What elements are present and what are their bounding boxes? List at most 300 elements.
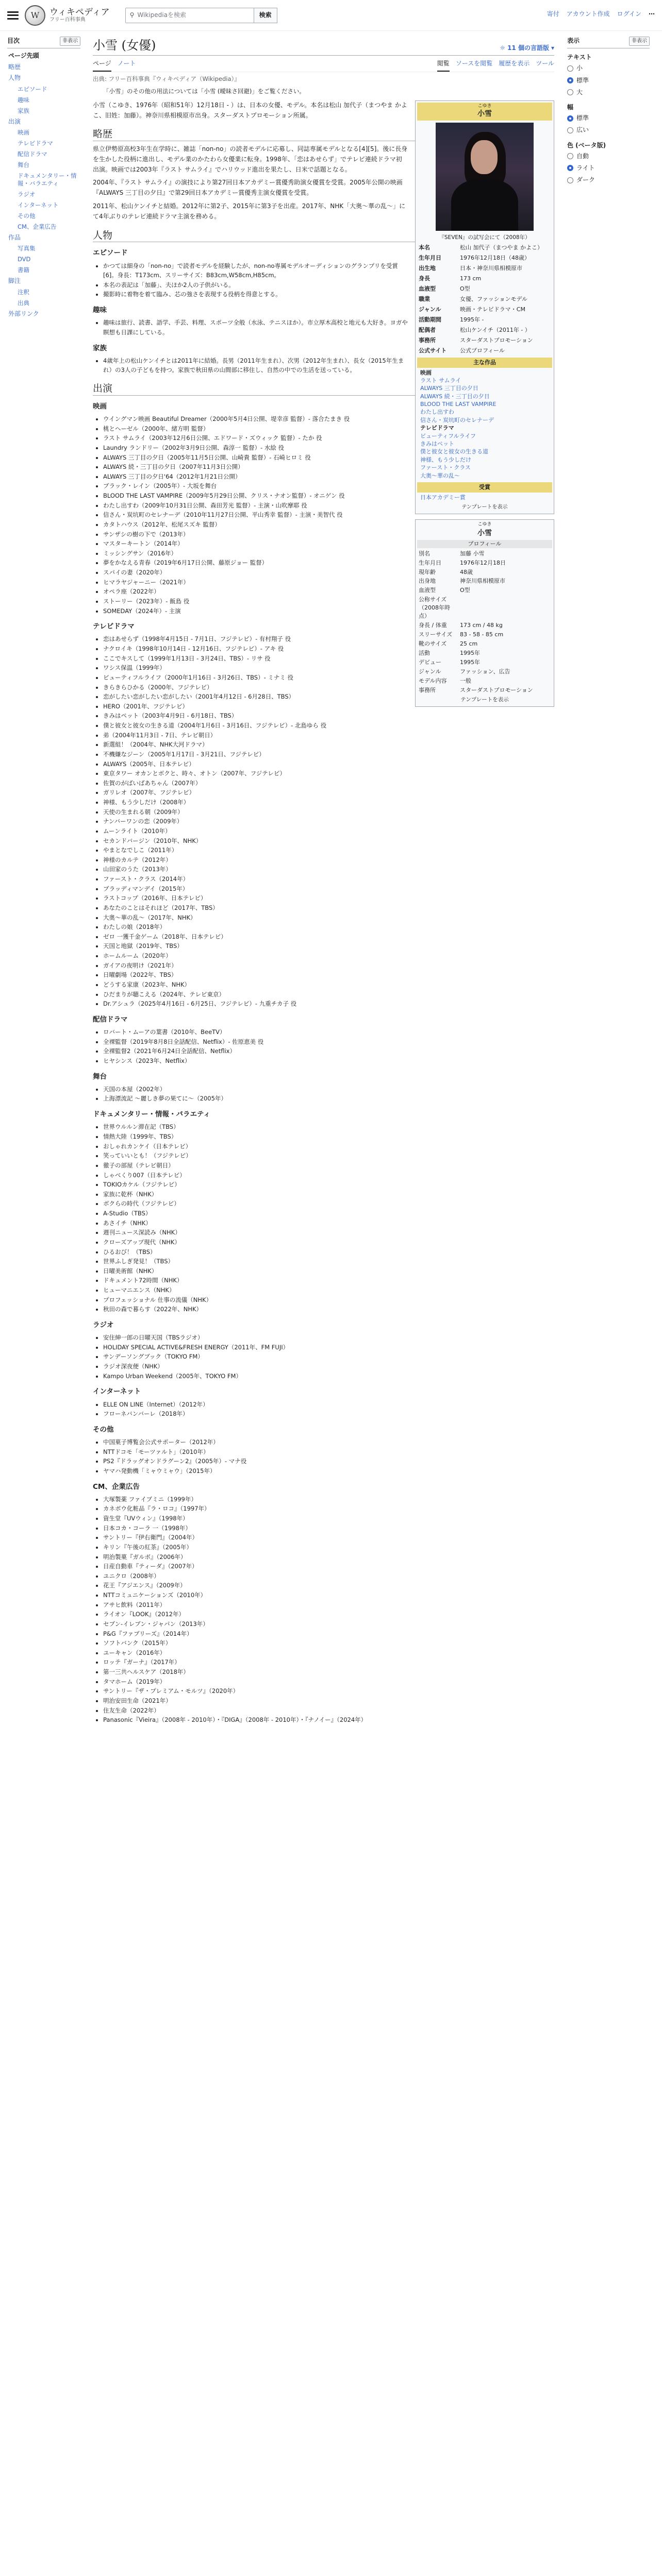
radio-item[interactable]: • ラジオ深夜便（NHK）	[103, 1362, 554, 1371]
works-film-item[interactable]: ALWAYS 三丁目の夕日	[420, 385, 478, 392]
tab-right-3[interactable]: ツール	[536, 59, 554, 67]
section-cm: CM、企業広告	[93, 1482, 140, 1491]
cm-item[interactable]: • Panasonic『Vieira』（2008年 - 2010年）・『DIGA』（2008年 - 2010年）・『ナノイー』（2024年）	[103, 1715, 554, 1725]
works-film-item[interactable]: ラスト サムライ	[420, 377, 461, 384]
infobox-row	[417, 294, 552, 304]
chevron-down-icon: ▾	[551, 44, 554, 52]
radio-button[interactable]	[567, 165, 573, 171]
profile-key: スリーサイズ	[419, 631, 453, 638]
profile-row	[417, 649, 552, 658]
radio-button[interactable]	[567, 77, 573, 83]
tv-item[interactable]: • 大奥〜華の乱〜（2017年、NHK）	[103, 913, 554, 923]
episode-item[interactable]: • 本名の表記は「加藤」、夫ほか2人の子供がいる。	[103, 280, 554, 290]
toc-item[interactable]: 舞台	[18, 161, 29, 169]
photo-caption: 『SEVEN』の試写会にて（2008年）	[439, 234, 531, 241]
cm-item[interactable]: • サントリー『伊右衛門』（2004年）	[103, 1533, 554, 1543]
profile-row	[417, 577, 552, 586]
stage-item[interactable]: • 天国の本屋（2002年）	[103, 1084, 554, 1094]
stage-item[interactable]: • 上海漂流記 〜麗しき夢の果てに〜（2005年）	[103, 1094, 554, 1104]
tv-item[interactable]: • 神様、もう少しだけ（2008年）	[103, 798, 554, 807]
works-film-item[interactable]: 信さん・炭坑町のセレナーデ	[420, 416, 494, 423]
toc-item[interactable]: エピソード	[18, 85, 47, 93]
infobox-value: 女優、ファッションモデル	[460, 295, 528, 302]
radio-button[interactable]	[567, 177, 573, 183]
infobox-row	[417, 243, 552, 253]
profile-key: 別名	[419, 550, 430, 557]
episode-item[interactable]: • 撮影時に着物を着て臨み、芯の強さを表現する役柄を得意とする。	[103, 290, 554, 299]
profile-key: 事務所	[419, 686, 436, 693]
infobox-value: 公式プロフィール	[460, 347, 505, 354]
profile-row	[417, 549, 552, 558]
tv-item[interactable]: • ビューティフルライフ（2000年1月16日 - 3月26日、TBS）- ミナミ 役	[103, 673, 554, 683]
works-film-label: 映画	[420, 369, 432, 376]
section-other: その他	[93, 1425, 114, 1434]
login-link[interactable]: ログイン	[617, 10, 641, 18]
cm-item[interactable]: • タマホーム（2019年）	[103, 1677, 554, 1687]
tv-item[interactable]: • 山田家のうた（2013年）	[103, 865, 554, 874]
profile-value: 1995年	[460, 649, 480, 656]
documentary-item[interactable]: • おしゃれカンケイ（日本テレビ）	[103, 1142, 554, 1151]
toc-item[interactable]: 略歴	[8, 63, 21, 71]
section-history: 略歴	[93, 128, 554, 141]
toc-item[interactable]: 出演	[8, 117, 21, 125]
streaming-item[interactable]: • 全裸監督（2019年8月8日全話配信、Netflix）- 佐原恵美 役	[103, 1037, 554, 1047]
cm-item[interactable]: • 大塚製薬 ファイブミニ（1999年）	[103, 1495, 554, 1504]
radio-button[interactable]	[567, 65, 573, 72]
tv-item[interactable]: • やまとなでしこ（2011年）	[103, 845, 554, 855]
color-label: 色 (ベータ版)	[567, 141, 606, 149]
documentary-item[interactable]: • 日曜美術館（NHK）	[103, 1266, 554, 1276]
radio-button[interactable]	[567, 127, 573, 133]
documentary-item[interactable]: • 世界ウルルン滞在記（TBS）	[103, 1122, 554, 1132]
documentary-item[interactable]: • ドキュメント72時間（NHK）	[103, 1276, 554, 1285]
wikipedia-globe-icon: W	[25, 5, 45, 26]
option-color[interactable]	[567, 174, 650, 186]
profile-value: 48歳	[460, 568, 473, 575]
other-item[interactable]: • NTTドコモ「モーツァルト」（2010年）	[103, 1447, 554, 1457]
tv-item[interactable]: • 恋はあせらず（1998年4月15日 - 7月1日、フジテレビ）- 有村翔子 役	[103, 634, 554, 644]
profile-value: ファッション、広告	[460, 668, 510, 675]
internet-list	[93, 1400, 554, 1419]
appearance-hide-button[interactable]: 非表示	[629, 37, 650, 46]
works-tv-label: テレビドラマ	[420, 425, 454, 432]
infobox-value: O型	[460, 285, 470, 293]
profile-key: 出身地	[419, 578, 436, 585]
tab-right-1[interactable]: ソースを閲覧	[455, 59, 493, 67]
profile-heading: プロフィール	[417, 540, 552, 548]
toc-item[interactable]: 家族	[18, 107, 29, 114]
infobox-row	[417, 253, 552, 263]
documentary-item[interactable]: • 笑っていいとも！（フジテレビ）	[103, 1151, 554, 1161]
infobox-key: 活動期間	[419, 316, 441, 323]
tv-item[interactable]: • ムーンライト（2010年）	[103, 826, 554, 836]
works-tv-item[interactable]: ファースト・クラス	[420, 464, 471, 471]
text-size-options	[567, 62, 650, 98]
tv-item[interactable]: • ゼロ 一獲千金ゲーム（2018年、日本テレビ）	[103, 932, 554, 942]
toc-item[interactable]: ラジオ	[18, 191, 36, 198]
tv-item[interactable]: • ガイアの夜明け（2021年）	[103, 961, 554, 971]
profile-value	[458, 595, 552, 621]
cm-item[interactable]: • ロッテ『ガーナ』（2017年）	[103, 1657, 554, 1667]
streaming-item[interactable]: • ヒヤシンス（2023年、Netflix）	[103, 1056, 554, 1066]
more-options-icon[interactable]: ⋯	[649, 10, 655, 18]
documentary-item[interactable]: • クローズアップ現代（NHK）	[103, 1238, 554, 1247]
tv-item[interactable]: • ナクロイキ（1998年10月14日 - 12月16日、フジテレビ）- アキ 役	[103, 644, 554, 654]
infobox-value: 松山 加代子（まつやま かよこ）	[460, 244, 543, 251]
cm-item[interactable]: • サントリー『ザ・プレミアム・モルツ』（2020年）	[103, 1686, 554, 1696]
infobox-key: 出生地	[419, 265, 436, 272]
profile-value: 1995年	[460, 658, 480, 666]
film-item[interactable]: • Laundry ランドリー（2002年3月9日公開、森淳一 監督）- 水絵 役	[103, 443, 554, 453]
cm-item[interactable]: • ソフトバンク（2015年）	[103, 1638, 554, 1648]
infobox-key: 公式サイト	[419, 347, 447, 354]
site-logo[interactable]	[25, 5, 110, 26]
infobox-row	[417, 263, 552, 274]
tv-item[interactable]: • Dr.アシュラ（2025年4月16日 - 6月25日、フジテレビ）- 九重チカ子 役	[103, 999, 554, 1009]
profile-value: 神奈川県相模原市	[460, 578, 505, 585]
tab-0[interactable]: ページ	[93, 58, 111, 72]
language-icon: ☼	[500, 44, 506, 52]
works-tv-item[interactable]: ビューティフルライフ	[420, 432, 476, 439]
film-item[interactable]: • 夢をかなえる青春（2019年6月17日公開、藤原ジョー 監督）	[103, 558, 554, 568]
infobox-row	[417, 304, 552, 315]
documentary-item[interactable]: • あさイチ（NHK）	[103, 1218, 554, 1228]
section-family: 家族	[93, 344, 107, 352]
film-item[interactable]: • ヒマラヤジャーニー（2021年）	[103, 578, 554, 587]
cm-item[interactable]: • 住友生命（2022年）	[103, 1706, 554, 1716]
tv-item[interactable]: • 神様のカルテ（2012年）	[103, 855, 554, 865]
award-item[interactable]: 日本アカデミー賞	[420, 494, 466, 501]
appearance-panel	[562, 31, 655, 189]
cm-item[interactable]: • アサヒ飲料（2011年）	[103, 1600, 554, 1610]
option-label: ライト	[576, 164, 595, 172]
toc-hide-button[interactable]: 非表示	[60, 37, 80, 46]
film-item[interactable]: • SOMEDAY（2024年）- 主演	[103, 606, 554, 616]
profile-key: 身長 / 体重	[419, 622, 447, 629]
option-width[interactable]	[567, 124, 650, 136]
film-item[interactable]: • サンザシの樹の下で（2013年）	[103, 530, 554, 539]
section-tv: テレビドラマ	[93, 622, 135, 631]
radio-button[interactable]	[567, 115, 573, 122]
option-text[interactable]	[567, 62, 650, 74]
infobox-key: ジャンル	[419, 306, 441, 313]
profile-key: 公称サイズ（2008年時点）	[419, 596, 450, 620]
film-item[interactable]: • ALWAYS 続・三丁目の夕日（2007年11月3日公開）	[103, 462, 554, 472]
tv-item[interactable]: • ファースト・クラス（2014年）	[103, 874, 554, 884]
toc-item[interactable]: 作品	[8, 233, 21, 241]
tv-item[interactable]: • 日曜劇場（2022年、TBS）	[103, 970, 554, 980]
film-item[interactable]: • 桃とヘーゼル（2000年、緒方明 監督）	[103, 424, 554, 434]
documentary-item[interactable]: • 徹子の部屋（テレビ朝日）	[103, 1161, 554, 1171]
tv-item[interactable]: • セカンドバージン（2010年、NHK）	[103, 836, 554, 846]
tv-item[interactable]: • ナンバーワンの恋（2009年）	[103, 817, 554, 826]
option-width[interactable]	[567, 112, 650, 124]
documentary-item[interactable]: • 情熱大陸（1999年、TBS）	[103, 1132, 554, 1142]
tv-item[interactable]: • どうする家康（2023年、NHK）	[103, 980, 554, 990]
film-item[interactable]: • オペラ座（2022年）	[103, 587, 554, 597]
profile-key: モデル内容	[419, 677, 447, 684]
tv-item[interactable]: • あなたのことはそれほど（2017年、TBS）	[103, 903, 554, 913]
search-input[interactable]: ⚲ Wikipediaを検索	[125, 8, 254, 23]
toc-item[interactable]: 注釈	[18, 288, 29, 296]
toc-item[interactable]: DVD	[18, 256, 31, 263]
toc-item[interactable]: 映画	[18, 129, 29, 137]
infobox-row	[417, 284, 552, 294]
film-item[interactable]: • ミッシングサン（2016年）	[103, 549, 554, 558]
profile-row	[417, 568, 552, 577]
cm-item[interactable]: • ユニクロ（2008年）	[103, 1571, 554, 1581]
profile-key: 生年月日	[419, 559, 441, 566]
infobox-key: 生年月日	[419, 255, 441, 262]
cm-item[interactable]: • 明治安田生命（2021年）	[103, 1696, 554, 1706]
toc-item[interactable]: 趣味	[18, 96, 29, 104]
documentary-item[interactable]: • 世界ふしぎ発見！（TBS）	[103, 1257, 554, 1266]
section-appearances: 出演	[93, 382, 554, 396]
option-text[interactable]	[567, 75, 650, 87]
documentary-item[interactable]: • ボクらの時代（フジテレビ）	[103, 1199, 554, 1209]
film-item[interactable]: • BLOOD THE LAST VAMPIRE（2009年5月29日公開、クリス・ナオン監督）- オニゲン 役	[103, 491, 554, 501]
search-button[interactable]: 検索	[254, 8, 277, 23]
toc-item[interactable]: ページ先頭	[8, 52, 39, 60]
cm-item[interactable]: • 日本コカ・コーラ 一（1998年）	[103, 1523, 554, 1533]
tab-right-0[interactable]: 閲覧	[437, 58, 450, 72]
profile-value: 173 cm / 48 kg	[460, 622, 503, 629]
tab-right-2[interactable]: 履歴を表示	[499, 59, 530, 67]
language-button[interactable]: ☼ 11 個の言語版 ▾	[500, 43, 554, 53]
profile-template-link[interactable]: テンプレートを表示	[460, 696, 509, 703]
internet-item[interactable]: • ELLE ON LINE（Internet）（2012年）	[103, 1400, 554, 1410]
tv-item[interactable]: • ひだまりが聴こえる（2024年、テレビ東京）	[103, 990, 554, 999]
tv-item[interactable]: • ここでキスして（1999年1月13日 - 3月24日、TBS）- リサ 役	[103, 654, 554, 664]
history-paragraph: 2004年、『ラスト サムライ』の演技により第27回日本アカデミー賞優秀助演女優賞を受賞。2005年公開の映画『ALWAYS 三丁目の夕日』で第29回日本アカデミー賞優秀主演女優賞を受賞。	[93, 179, 403, 197]
infobox	[415, 100, 554, 515]
other-item[interactable]: • 中国菓子博覧会公式サポーター（2012年）	[103, 1437, 554, 1447]
toc-item[interactable]: 脚注	[8, 277, 21, 285]
documentary-item[interactable]: • ヒューマニエンス（NHK）	[103, 1285, 554, 1295]
cm-item[interactable]: • キリン『午後の紅茶』（2005年）	[103, 1543, 554, 1552]
toc-item[interactable]: 写真集	[18, 245, 36, 252]
page-tabs	[93, 56, 554, 72]
tv-item[interactable]: • きみはペット（2003年4月9日 - 6月18日、TBS）	[103, 711, 554, 721]
film-item[interactable]: • マスターキートン（2014年）	[103, 539, 554, 549]
film-item[interactable]: • カタトハウス（2012年、松尾スズキ 監督）	[103, 520, 554, 530]
profile-key: 靴のサイズ	[419, 640, 447, 648]
infobox-key: 職業	[419, 295, 430, 302]
profile-row	[417, 658, 552, 667]
profile-row	[417, 586, 552, 595]
documentary-item[interactable]: • しゃべくり007（日本テレビ）	[103, 1171, 554, 1180]
section-internet: インターネット	[93, 1387, 141, 1396]
hobby-item: • 趣味は旅行、読書、語学、手芸、料理、スポーツ全般（水泳、テニスほか）。市立厚木高校と地元も大好き。ヨガや瞑想も日課にしている。	[103, 318, 554, 337]
tv-item[interactable]: • ホームルーム（2020年）	[103, 951, 554, 961]
family-item: • 4歳年上の松山ケンイチとは2011年に結婚。長男（2011年生まれ）、次男（2012年生まれ）、長女（2015年生まれ）の3人の子どもを持つ。家族で秋田県の山間部に移住し、自然の中での生活を送っている。	[103, 356, 554, 375]
radio-button[interactable]	[567, 153, 573, 159]
film-item[interactable]: • ALWAYS 三丁目の夕日（2005年11月5日公開、山崎貴 監督）- 石崎ヒロミ 役	[103, 453, 554, 463]
menu-icon[interactable]	[7, 11, 19, 20]
toc-item[interactable]: その他	[18, 212, 36, 219]
cm-item[interactable]: • ユーキャン（2016年）	[103, 1648, 554, 1658]
option-label: ダーク	[576, 176, 595, 184]
history-paragraph: 2011年、松山ケンイチと結婚。2012年に第2子、2015年に第3子を出産。2017年、NHK「大奥〜華の乱〜」にて4年ぶりのテレビ連続ドラマ主演を務める。	[93, 202, 406, 220]
profile-value: O型	[460, 587, 470, 594]
tv-item[interactable]: • 恋がしたい恋がしたい恋がしたい（2001年4月12日 - 6月28日、TBS）	[103, 692, 554, 702]
radio-button[interactable]	[567, 89, 573, 95]
infobox-value: 日本・神奈川県相模原市	[460, 265, 522, 272]
works-film-item[interactable]: わたし出すわ	[420, 409, 454, 416]
profile-table	[417, 549, 552, 695]
profile-row	[417, 630, 552, 639]
option-color[interactable]	[567, 150, 650, 162]
infobox-row	[417, 274, 552, 284]
cm-item[interactable]: • 花王『アジエンス』（2009年）	[103, 1581, 554, 1590]
radio-item[interactable]: • HOLIDAY SPECIAL ACTIVE&FRESH ENERGY（2011年、FM FUJI）	[103, 1343, 554, 1352]
works-film-item[interactable]: BLOOD THE LAST VAMPIRE	[420, 401, 496, 408]
tv-item[interactable]: • ガリレオ（2007年、フジテレビ）	[103, 788, 554, 798]
infobox-table	[417, 243, 552, 355]
profile-row	[417, 686, 552, 695]
toc-heading: 目次 非表示	[7, 34, 80, 48]
infobox-value: 173 cm	[460, 275, 482, 282]
works-tv-item[interactable]: 神様、もう少しだけ	[420, 456, 471, 463]
cm-item[interactable]: • NTTコミュニケーションズ（2010年）	[103, 1590, 554, 1600]
toc-item[interactable]: ドキュメンタリー・情報・バラエティ	[18, 172, 77, 188]
works-tv-item[interactable]: 僕と彼女と彼女の生きる道	[420, 448, 488, 455]
hatnote: 「小雪」のその他の用法については「小雪 (曖昧さ回避)」をご覧ください。	[103, 88, 305, 95]
radio-item[interactable]: • 安住紳一郎の日曜天国（TBSラジオ）	[103, 1333, 554, 1343]
profile-value: 一般	[460, 677, 471, 684]
tv-item[interactable]: • 新選組！（2004年、NHK大河ドラマ）	[103, 740, 554, 750]
toc-list	[7, 50, 80, 319]
profile-value: スターダストプロモーション	[460, 686, 533, 693]
film-item[interactable]: • スパイの妻（2020年）	[103, 568, 554, 578]
tv-item[interactable]: • 天使の生まれる朝（2009年）	[103, 807, 554, 817]
tv-item[interactable]: • 不機嫌なジーン（2005年1月17日 - 3月21日、フジテレビ）	[103, 750, 554, 759]
tv-item[interactable]: • ブラッディマンデイ（2015年）	[103, 884, 554, 894]
film-item[interactable]: • 信さん・炭坑町のセレナーデ（2010年11月27日公開、平山秀幸 監督）- 主演・美智代 役	[103, 510, 554, 520]
tv-item[interactable]: • 弟（2004年11月3日 - 7日、テレビ朝日）	[103, 731, 554, 740]
profile-row	[417, 667, 552, 676]
works-tv-item[interactable]: 大奥〜華の乱〜	[420, 472, 460, 479]
infobox-key: 本名	[419, 244, 430, 251]
film-item[interactable]: • わたし出すわ（2009年10月31日公開、森田芳光 監督）- 主演・山吹摩耶 役	[103, 501, 554, 511]
streaming-item[interactable]: • 全裸監督2（2021年6月24日全話配信、Netflix）	[103, 1046, 554, 1056]
cm-item[interactable]: • 資生堂『UVウィン』（1998年）	[103, 1514, 554, 1523]
user-links	[547, 9, 655, 19]
toc-item[interactable]: 外部リンク	[8, 310, 39, 317]
film-item[interactable]: • ラスト サムライ（2003年12月6日公開、エドワード・ズウィック 監督）- たか 役	[103, 433, 554, 443]
section-episode: エピソード	[93, 249, 128, 258]
tv-item[interactable]: • 僕と彼女と彼女の生きる道（2004年1月6日 - 3月16日、フジテレビ）- 北島ゆら 役	[103, 721, 554, 731]
profile-row	[417, 595, 552, 621]
documentary-item[interactable]: • プロフェッショナル 仕事の流儀（NHK）	[103, 1295, 554, 1305]
works-tv-item[interactable]: きみはペット	[420, 440, 454, 448]
option-text[interactable]	[567, 87, 650, 98]
section-hobby: 趣味	[93, 306, 107, 315]
episode-item[interactable]: • かつては細身の「non-no」で読者モデルを経験したが、non-no専属モデルオーディションのグランプリを受賞[6]。身長：T173cm、スリーサイズ：B83cm,W58cm,H85cm。	[103, 261, 554, 280]
toc-item[interactable]: インターネット	[18, 201, 59, 209]
infobox-key: 配偶者	[419, 326, 436, 333]
toc-item[interactable]: 配信ドラマ	[18, 150, 47, 158]
documentary-item[interactable]: • TOKIOカケル（フジテレビ）	[103, 1180, 554, 1190]
infobox-value: 1995年 -	[460, 316, 484, 323]
toc-item[interactable]: CM、企業広告	[18, 223, 57, 230]
site-header	[0, 0, 662, 31]
toc-item[interactable]: 人物	[8, 74, 21, 82]
create-account-link[interactable]: アカウント作成	[566, 10, 610, 18]
tv-item[interactable]: • きらきらひかる（2000年、フジテレビ）	[103, 683, 554, 692]
tv-item[interactable]: • 佐賀のがばいばあちゃん（2007年）	[103, 778, 554, 788]
donate-link[interactable]: 寄付	[547, 10, 559, 18]
toc-item[interactable]: 書籍	[18, 266, 29, 274]
cm-item[interactable]: • 日産自動車『ティーダ』（2007年）	[103, 1562, 554, 1571]
cm-item[interactable]: • 第一三共ヘルスケア（2018年）	[103, 1667, 554, 1677]
profile-row	[417, 676, 552, 686]
other-item[interactable]: • PS2『ドラッグオンドラグーン2』（2005年）- マナ役	[103, 1456, 554, 1466]
template-link[interactable]: テンプレートを表示	[461, 504, 508, 510]
site-tagline: フリー百科事典	[49, 17, 86, 23]
width-label: 幅	[567, 103, 574, 111]
profile-value: 加藤 小雪	[460, 550, 485, 557]
cm-item[interactable]: • セブン-イレブン・ジャパン（2013年）	[103, 1619, 554, 1629]
film-item[interactable]: • ALWAYS 三丁目の夕日'64（2012年1月21日公開）	[103, 472, 554, 482]
profile-value: 25 cm	[460, 640, 478, 648]
works-film-item[interactable]: ALWAYS 続・三丁目の夕日	[420, 393, 490, 400]
internet-item[interactable]: • フローネバンバーレ（2018年）	[103, 1409, 554, 1419]
infobox-key: 血液型	[419, 285, 436, 293]
profile-key: 現年齢	[419, 568, 436, 575]
tv-item[interactable]: • ワシス保温（1999年）	[103, 663, 554, 673]
radio-item[interactable]: • Kampo Urban Weekend（2005年、TOKYO FM）	[103, 1371, 554, 1381]
tv-item[interactable]: • 天国と地獄（2019年、TBS）	[103, 941, 554, 951]
documentary-item[interactable]: • A-Studio（TBS）	[103, 1209, 554, 1218]
cm-item[interactable]: • ライオン『LOOK』（2012年）	[103, 1609, 554, 1619]
cm-item[interactable]: • カネボウ化粧品『ラ・ロコ』（1997年）	[103, 1504, 554, 1514]
text-size-label: テキスト	[567, 54, 592, 61]
tv-item[interactable]: • ALWAYS（2005年、日本テレビ）	[103, 759, 554, 769]
tv-item[interactable]: • 東京タワー オカンとボクと、時々、オトン（2007年、フジテレビ）	[103, 769, 554, 778]
cm-item[interactable]: • P&G『ファブリーズ』（2014年）	[103, 1629, 554, 1639]
documentary-item[interactable]: • ひるおび！（TBS）	[103, 1247, 554, 1257]
lead-paragraph: 小雪（こゆき、1976年（昭和51年）12月18日 - ）は、日本の女優、モデル。本名は松山 加代子（まつやま かよこ、旧姓：加藤）。神奈川県相模原市出身。スターダストプロモーション所属。	[93, 101, 407, 119]
documentary-item[interactable]: • 週刊ニュース深読み（NHK）	[103, 1228, 554, 1238]
other-item[interactable]: • ヤマハ発動機「ミャウミャウ」（2015年）	[103, 1466, 554, 1476]
film-item[interactable]: • ストーリー（2023年）- 飯島 役	[103, 597, 554, 606]
portrait-photo[interactable]	[436, 123, 534, 231]
tv-item[interactable]: • HERO（2001年、フジテレビ）	[103, 702, 554, 711]
documentary-item[interactable]: • 家族に乾杯（NHK）	[103, 1190, 554, 1199]
tab-1[interactable]: ノート	[117, 59, 136, 67]
article	[93, 31, 554, 1725]
option-color[interactable]	[567, 162, 650, 174]
section-documentary: ドキュメンタリー・情報・バラエティ	[93, 1110, 210, 1119]
toc-item[interactable]: 出典	[18, 299, 29, 307]
toc-item[interactable]: テレビドラマ	[18, 140, 53, 147]
radio-item[interactable]: • サンデーソングブック（TOKYO FM）	[103, 1352, 554, 1362]
documentary-item[interactable]: • 秋田の森で暮らす（2022年、NHK）	[103, 1304, 554, 1314]
cm-item[interactable]: • 明治製菓『ガルボ』（2006年）	[103, 1552, 554, 1562]
option-label: 大	[576, 88, 583, 96]
tv-item[interactable]: • ラストコップ（2016年、日本テレビ）	[103, 893, 554, 903]
film-item[interactable]: • ブラック・レイン（2005年）- 大坂を舞台	[103, 481, 554, 491]
toc-sidebar	[0, 31, 88, 323]
profile-key: 血液型	[419, 587, 436, 594]
streaming-item[interactable]: • ロバート・ムーアの葉書（2010年、BeeTV）	[103, 1027, 554, 1037]
tv-item[interactable]: • わたしの娘（2018年）	[103, 922, 554, 932]
profile-value: 83 - 58 - 85 cm	[460, 631, 504, 638]
infobox-row	[417, 325, 552, 335]
film-item[interactable]: • ウイングマン映画 Beautiful Dreamer（2000年5月4日公開、堤幸彦 監督）- 落合たまき 役	[103, 414, 554, 424]
infobox-value: 松山ケンイチ（2011年 - ）	[460, 326, 531, 333]
